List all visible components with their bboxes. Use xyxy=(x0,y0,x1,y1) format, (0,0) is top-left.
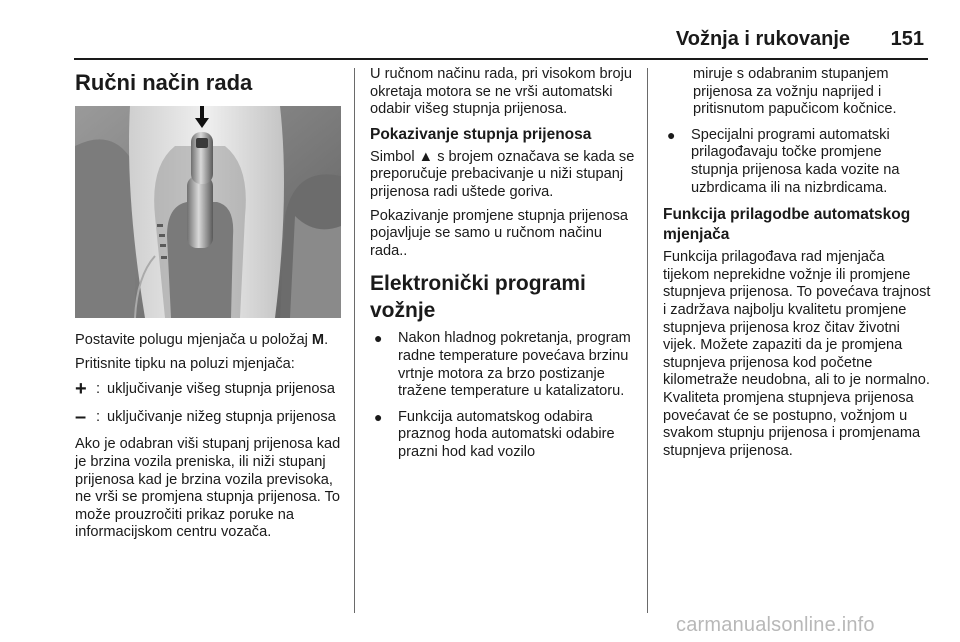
legend-text-downshift: uključivanje nižeg stupnja prijenosa xyxy=(107,408,336,425)
paragraph-high-rpm: U ručnom načinu rada, pri visokom broju okretaja motora se ne vrši automatski odabir višeg stupnja prijenosa. xyxy=(370,66,632,118)
instruction-select-m: Postavite polugu mjenjača u položaj M. xyxy=(75,332,329,348)
column-1 xyxy=(75,70,345,548)
plus-icon: + xyxy=(75,378,87,401)
paragraph-symbol: Simbol ▲ s brojem označava se kada se preporučuje prebacivanje u niži stupanj prijenosa radi uštede goriva. xyxy=(370,148,635,200)
section-heading-manual-mode: Ručni način rada xyxy=(75,70,253,95)
instruction-press-button: Pritisnite tipku na poluzi mjenjača: xyxy=(75,355,295,372)
bullet-continuation: miruje s odabranim stupanjem prijenosa za vožnju naprijed i pritisnutom papučicom kočnice. xyxy=(693,66,897,118)
watermark: carmanualsonline.info xyxy=(676,614,875,636)
paragraph-adaptation: Funkcija prilagođava rad mjenjača tijekom neprekidne vožnje ili promjene stupnjeva prijenosa. To povećava trajnost i zadržava najbolju kvalitetu promjene stupnjeva prijenosa kroz čitav životni vijek. Možete zapaziti da je promjena stupnjeva prijenosa kod početne kilometraže neudobna, ali to je normalno. Kvaliteta promjena stupnjeva prijenosa povećavat će se postupno, vožnjom u svakom stupnju prijenosa i promjenama stupnjeva prijenosa. xyxy=(663,249,931,459)
column-2 xyxy=(370,66,638,470)
triangle-up-icon: ▲ xyxy=(418,148,434,165)
legend-item-downshift: – : uključivanje nižeg stupnja prijenosa xyxy=(75,405,336,428)
list-item: ● Funkcija automatskog odabira praznog hoda automatski odabire prazni hod kad vozilo xyxy=(374,408,615,460)
list-item: ● Nakon hladnog pokretanja, program radne temperature povećava brzinu vrtnje motora za brzo postizanje tražene temperature u katalizatoru. xyxy=(374,330,631,400)
paragraph-shift-warning: Ako je odabran viši stupanj prijenosa kad je brzina vozila preniska, ili niži stupanj prijenosa kad je brzina vozila previsoka, ne vrši se promjena stupnja prijenosa. To može prouzročiti prikaz poruke na informacijskom centru vozača. xyxy=(75,436,341,541)
header-rule xyxy=(74,58,928,60)
page-header xyxy=(66,28,928,58)
gear-legend xyxy=(75,378,345,428)
legend-item-upshift: + : uključivanje višeg stupnja prijenosa xyxy=(75,378,335,401)
bullet-list-special xyxy=(663,127,931,197)
bullet-icon: ● xyxy=(374,408,383,425)
bullet-icon: ● xyxy=(374,330,383,347)
column-divider-2 xyxy=(647,68,648,613)
paragraph-indicator-manual: Pokazivanje promjene stupnja prijenosa pojavljuje se samo u ručnom načinu rada.. xyxy=(370,207,628,259)
bullet-list-programs xyxy=(370,330,638,461)
subheading-gear-indicator: Pokazivanje stupnja prijenosa xyxy=(370,125,592,143)
section-heading-electronic-programs: Elektronički programi vožnje xyxy=(370,272,586,323)
list-item: ● Specijalni programi automatski prilagođavaju točke promjene stupnja prijenosa kada vozite na uzbrdicama ili na nizbrdicama. xyxy=(667,126,900,196)
legend-text-upshift: uključivanje višeg stupnja prijenosa xyxy=(107,381,335,398)
header-title: Vožnja i rukovanje xyxy=(675,28,850,50)
column-divider-1 xyxy=(354,68,355,613)
minus-icon: – xyxy=(75,405,87,428)
subheading-adaptation: Funkcija prilagodbe automatskog mjenjača xyxy=(663,206,911,244)
gear-lever-photo xyxy=(75,106,341,318)
page-number: 151 xyxy=(890,28,924,50)
bullet-icon: ● xyxy=(667,126,676,143)
column-3 xyxy=(663,66,931,466)
